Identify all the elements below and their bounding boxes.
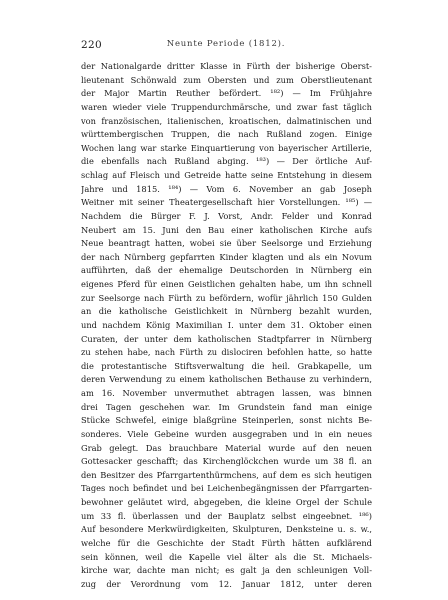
text-line: Grab gelegt. Das brauchbare Material wurde auf den neuen — [81, 442, 372, 453]
text-line: sonderes. Viele Gebeine wurden ausgegraben und in ein neues — [81, 428, 372, 439]
text-line: Neue beantragt hatten, wobei sie über Seelsorge und Erziehung — [81, 238, 372, 249]
text-line: um 33 fl. überlassen und der Bauplatz selbst eingeebnet. ¹⁸⁶) — [81, 510, 372, 521]
text-line: aufführten, daß der ehemalige Deutschorden in Nürnberg ein — [81, 265, 372, 276]
text-line: von französischen, italienischen, kroatischen, dalmatinischen und — [81, 115, 372, 126]
text-line: Neubert am 15. Juni den Bau einer katholischen Kirche aufs — [81, 224, 372, 235]
text-line: kirche war, dachte man nicht; es galt ja den schleunigen Voll- — [81, 565, 372, 576]
text-line: sein können, weil die Kapelle viel älter als die St. Michaels- — [81, 551, 372, 562]
text-line: der Nationalgarde dritter Klasse in Fürth der bisherige Oberst- — [81, 61, 372, 71]
text-line: schlag auf Fleisch und Getreide hatte seine Entstehung in diesem — [81, 170, 372, 180]
text-line: deren Verwendung zu einem katholischen Bethause zu verhindern, — [81, 374, 372, 385]
text-line: lieutenant Schönwald zum Obersten und zum Oberstlieutenant — [81, 74, 372, 85]
text-line: Auf besondere Merkwürdigkeiten, Skulpturen, Denksteine u. s. w., — [81, 524, 372, 535]
text-line: der Major Martin Reuther befördert. ¹⁸²) — Im Frühjahre — [81, 88, 372, 99]
text-line: zu stehen habe, nach Fürth zu dislociren befohlen hatte, so hatte — [81, 347, 372, 358]
text-line: die ebenfalls nach Rußland abging. ¹⁸³) — Der örtliche Auf- — [81, 156, 372, 167]
body-text — [81, 60, 372, 591]
text-line: welche für die Geschichte der Stadt Fürth hätten aufklärend — [81, 537, 372, 548]
text-line: den Besitzer des Pfarrgartenthürmchens, auf dem es sich heutigen — [81, 469, 372, 480]
text-line: der nach Nürnberg gepfarrten Kinder klagten und als ein Novum — [81, 251, 372, 262]
text-line: Wochen lang war starke Einquartierung von bayerischer Artillerie, — [81, 142, 372, 153]
text-line: württembergischen Truppen, die nach Rußland zogen. Einige — [81, 129, 372, 140]
text-line: Curaten, der unter dem katholischen Stadtpfarrer in Nürnberg — [81, 333, 372, 344]
page-number: 220 — [81, 39, 102, 51]
text-line: drei Tagen geschehen war. Im Grundstein fand man einige — [81, 401, 372, 412]
text-line: Weitner mit seiner Theatergesellschaft hier Vorstellungen. ¹⁸⁵) — — [81, 197, 372, 208]
text-line: Jahre und 1815. ¹⁸⁴) — Vom 6. November an gab Joseph — [81, 183, 372, 194]
text-line: eigenes Pferd für einen Geistlichen gehalten habe, um ihn schnell — [81, 279, 372, 289]
text-line: die protestantische Stiftsverwaltung die heil. Grabkapelle, um — [81, 360, 372, 371]
text-line: bewohner geläutet wird, abgegeben, die kleine Orgel der Schule — [81, 497, 372, 507]
text-line: an die katholische Geistlichkeit in Nürnberg bezahlt wurden, — [81, 306, 372, 317]
page-header — [81, 39, 371, 53]
text-line: am 16. November unvermuthet abtragen lassen, was binnen — [81, 388, 372, 398]
text-line: Nachdem die Bürger F. J. Vorst, Andr. Felder und Konrad — [81, 210, 372, 221]
text-line: Stücke Schwefel, einige blaßgrüne Steinperlen, sonst nichts Be- — [81, 415, 372, 426]
running-head: Neunte Periode (1812). — [166, 39, 286, 49]
text-line: zug der Verordnung vom 12. Januar 1812, unter deren — [81, 578, 372, 589]
text-line: Tages noch befindet und bei Leichenbegängnissen der Pfarrgarten- — [81, 483, 372, 494]
text-line: und nachdem König Maximilian I. unter dem 31. Oktober einen — [81, 319, 372, 330]
text-line: Gottesacker geschafft; das Kirchenglöckchen wurde um 38 fl. an — [81, 456, 372, 467]
text-line: waren wieder viele Truppendurchmärsche, und zwar fast täglich — [81, 101, 372, 112]
text-line: zur Seelsorge nach Fürth zu befördern, wofür jährlich 150 Gulden — [81, 292, 372, 303]
